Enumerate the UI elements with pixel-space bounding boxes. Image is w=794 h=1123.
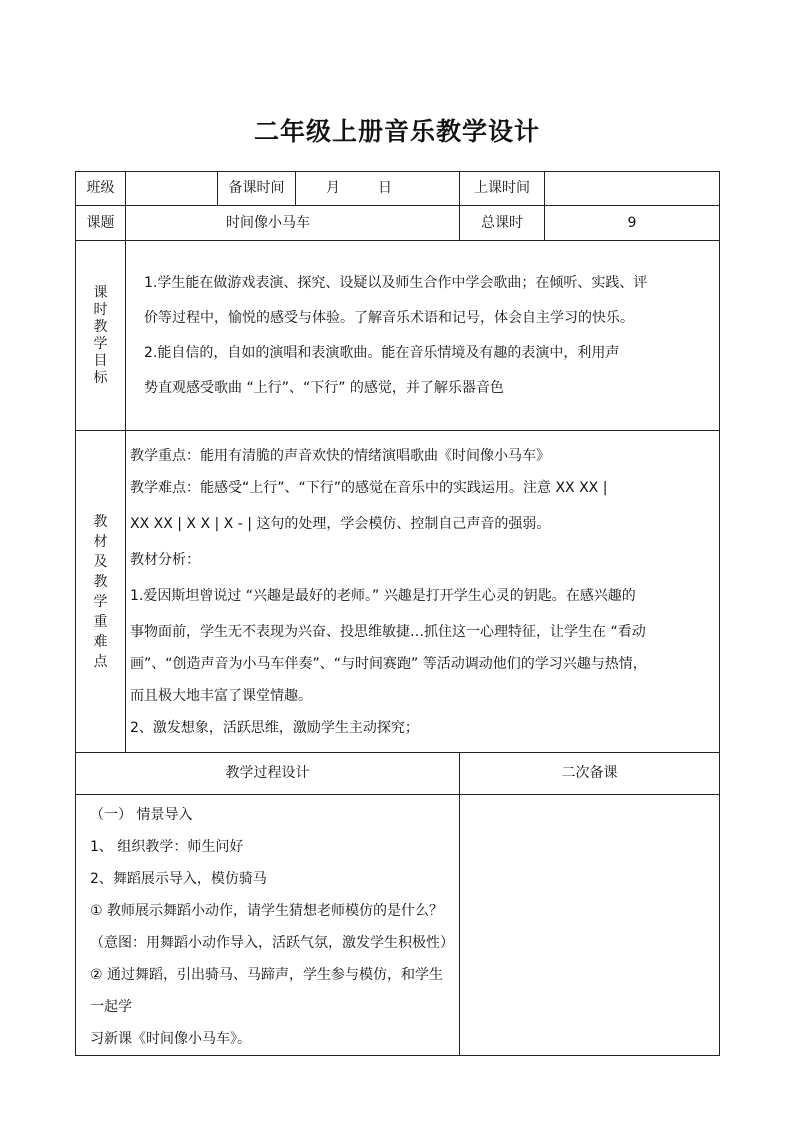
objectives-content [126, 241, 720, 431]
process-header: 教学过程设计 [76, 753, 460, 795]
materials-line: 教学重点：能用有清脆的声音欢快的情绪演唱歌曲《时间像小马车》 [130, 447, 550, 464]
second-prep-header: 二次备课 [460, 753, 720, 795]
lesson-plan-table [75, 171, 720, 1056]
month-label: 月 [326, 180, 340, 197]
materials-row [76, 431, 720, 753]
materials-line: 事物面前，学生无不表现为兴奋、投思维敏捷…抓住这一心理特征，让学生在 “看动 [130, 623, 646, 640]
class-time-value [545, 172, 720, 206]
process-content [76, 795, 460, 1056]
total-lessons-value: 9 [545, 206, 720, 241]
topic-label: 课题 [76, 206, 126, 241]
process-line: 2、舞蹈展示导入，模仿骑马 [90, 871, 267, 887]
materials-line: 画”、“创造声音为小马车伴奏”、“与时间赛跑” 等活动调动他们的学习兴趣与热情， [130, 655, 647, 672]
objectives-line: 价等过程中，愉悦的感受与体验。了解音乐术语和记号，体会自主学习的快乐。 [144, 309, 634, 326]
materials-line: 1.爱因斯坦曾说过 “兴趣是最好的老师。” 兴趣是打开学生心灵的钥匙。在感兴趣的 [130, 587, 636, 604]
objectives-row [76, 241, 720, 431]
materials-line: 教材分析： [130, 551, 200, 568]
materials-label: 教材及教学重难点 [76, 431, 126, 753]
process-line: （一） 情景导入 [90, 807, 193, 823]
process-line: 1、 组织教学：师生问好 [90, 839, 244, 855]
class-label: 班级 [76, 172, 126, 206]
header-row-topic [76, 206, 720, 241]
second-prep-content [460, 795, 720, 1056]
prep-time-label: 备课时间 [218, 172, 296, 206]
process-header-row [76, 753, 720, 795]
process-line: 习新课《时间像小马车》。 [90, 1031, 251, 1047]
materials-content [126, 431, 720, 753]
objectives-label: 课时教学目标 [76, 241, 126, 431]
total-lessons-label: 总课时 [460, 206, 545, 241]
objectives-line: 2.能自信的，自如的演唱和表演歌曲。能在音乐情境及有趣的表演中，利用声 [144, 344, 620, 361]
materials-line: 2、激发想象，活跃思维，激励学生主动探究； [130, 719, 419, 736]
topic-value: 时间像小马车 [126, 206, 460, 241]
objectives-line: 势直观感受歌曲 “上行”、“下行” 的感觉，并了解乐器音色 [144, 379, 504, 396]
header-row-class [76, 172, 720, 206]
objectives-line: 1.学生能在做游戏表演、探究、设疑以及师生合作中学会歌曲；在倾听、实践、评 [144, 274, 648, 291]
materials-line: XX XX | X X | X - | 这句的处理，学会模仿、控制自己声音的强弱。 [130, 515, 551, 532]
process-line: （意图：用舞蹈小动作导入，活跃气氛，激发学生积极性） [90, 935, 454, 951]
materials-line: 教学难点：能感受“上行”、“下行”的感觉在音乐中的实践运用。注意 XX XX | [130, 479, 608, 496]
materials-line: 而且极大地丰富了课堂情趣。 [130, 687, 312, 704]
page-title: 二年级上册音乐教学设计 [253, 117, 540, 146]
process-row [76, 795, 720, 1056]
prep-time-value [296, 172, 460, 206]
class-value [126, 172, 218, 206]
day-label: 日 [378, 180, 392, 197]
class-time-label: 上课时间 [460, 172, 545, 206]
process-line: ② 通过舞蹈，引出骑马、马蹄声，学生参与模仿，和学生一起学 [90, 967, 443, 1015]
process-line: ① 教师展示舞蹈小动作，请学生猜想老师模仿的是什么？ [90, 903, 443, 919]
